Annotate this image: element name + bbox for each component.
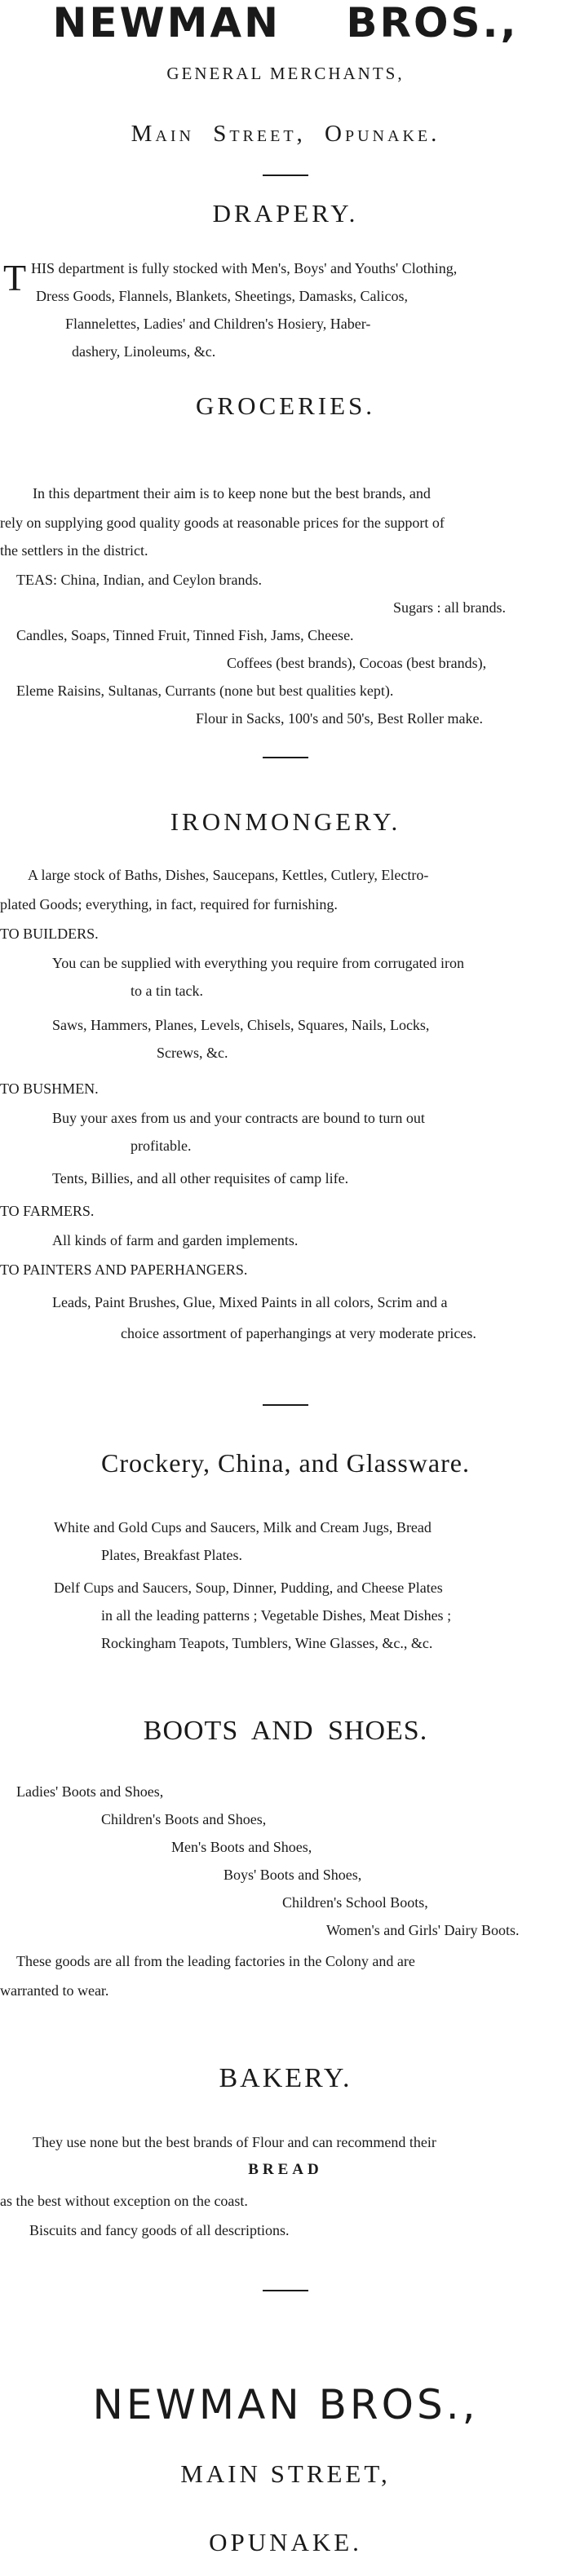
bushmen-label: TO BUSHMEN. xyxy=(0,1080,99,1097)
boots-item-5: Children's School Boots, xyxy=(282,1894,428,1911)
farmers-label: TO FARMERS. xyxy=(0,1203,95,1219)
bakery-line-1: They use none but the best brands of Flour and can recommend their xyxy=(33,2134,436,2150)
bushmen-line-2: profitable. xyxy=(131,1138,192,1154)
builders-line-3: Saws, Hammers, Planes, Levels, Chisels, Squares, Nails, Locks, xyxy=(52,1017,430,1033)
drapery-line-3: Flannelettes, Ladies' and Children's Hosiery, Haber- xyxy=(65,316,371,332)
drapery-line-1: HIS department is fully stocked with Men's, Boys' and Youths' Clothing, xyxy=(31,260,458,276)
painters-label: TO PAINTERS AND PAPERHANGERS. xyxy=(0,1261,248,1278)
footer-street: MAIN STREET, xyxy=(180,2459,391,2488)
groceries-sugars: Sugars : all brands. xyxy=(393,599,506,616)
groceries-teas: TEAS: China, Indian, and Ceylon brands. xyxy=(16,572,262,588)
crockery-line-2: Plates, Breakfast Plates. xyxy=(101,1547,242,1563)
builders-line-2: to a tin tack. xyxy=(131,983,203,999)
header-business-name: NEWMAN BROS., xyxy=(52,0,519,46)
groceries-heading: GROCERIES. xyxy=(196,391,375,420)
divider xyxy=(263,757,308,758)
divider xyxy=(263,1404,308,1406)
builders-line-1: You can be supplied with everything you require from corrugated iron xyxy=(52,955,465,971)
header-address: Main Street, Opunake. xyxy=(131,121,440,147)
crockery-line-1: White and Gold Cups and Saucers, Milk and Cream Jugs, Bread xyxy=(54,1519,432,1535)
boots-item-4: Boys' Boots and Shoes, xyxy=(224,1867,362,1883)
boots-note-1: These goods are all from the leading factories in the Colony and are xyxy=(16,1953,415,1969)
boots-note-2: warranted to wear. xyxy=(0,1982,109,1999)
groceries-coffees: Coffees (best brands), Cocoas (best brands), xyxy=(227,655,487,671)
painters-line-2: choice assortment of paperhangings at very moderate prices. xyxy=(121,1325,476,1341)
builders-line-4: Screws, &c. xyxy=(157,1045,228,1061)
bakery-bread: BREAD xyxy=(248,2161,323,2178)
ironmongery-intro-2: plated Goods; everything, in fact, required for furnishing. xyxy=(0,896,338,912)
bushmen-line-1: Buy your axes from us and your contracts are bound to turn out xyxy=(52,1110,425,1126)
bushmen-line-3: Tents, Billies, and all other requisites of camp life. xyxy=(52,1170,349,1186)
ironmongery-intro-1: A large stock of Baths, Dishes, Saucepans, Kettles, Cutlery, Electro- xyxy=(28,867,429,883)
builders-label: TO BUILDERS. xyxy=(0,926,99,942)
boots-item-3: Men's Boots and Shoes, xyxy=(171,1839,312,1855)
divider xyxy=(263,175,308,176)
drapery-line-2: Dress Goods, Flannels, Blankets, Sheetings, Damasks, Calicos, xyxy=(36,288,408,304)
crockery-line-4: in all the leading patterns ; Vegetable Dishes, Meat Dishes ; xyxy=(101,1607,452,1624)
groceries-intro-1: In this department their aim is to keep none but the best brands, and xyxy=(33,485,431,502)
crockery-line-3: Delf Cups and Saucers, Soup, Dinner, Pudding, and Cheese Plates xyxy=(54,1580,443,1596)
boots-item-1: Ladies' Boots and Shoes, xyxy=(16,1783,164,1800)
painters-line-1: Leads, Paint Brushes, Glue, Mixed Paints in all colors, Scrim and a xyxy=(52,1294,448,1310)
crockery-line-5: Rockingham Teapots, Tumblers, Wine Glasses, &c., &c. xyxy=(101,1635,433,1651)
footer-business-name: NEWMAN BROS., xyxy=(92,2381,479,2428)
drapery-dropcap: T xyxy=(3,257,27,298)
bakery-line-2: as the best without exception on the coast. xyxy=(0,2193,248,2209)
boots-item-2: Children's Boots and Shoes, xyxy=(101,1811,267,1827)
bakery-heading: BAKERY. xyxy=(219,2063,352,2093)
ironmongery-heading: IRONMONGERY. xyxy=(170,807,401,836)
boots-item-6: Women's and Girls' Dairy Boots. xyxy=(326,1922,520,1938)
groceries-intro-2: rely on supplying good quality goods at reasonable prices for the support of xyxy=(0,515,445,531)
groceries-eleme: Eleme Raisins, Sultanas, Currants (none but best qualities kept). xyxy=(16,683,394,699)
crockery-heading: Crockery, China, and Glassware. xyxy=(101,1448,470,1478)
groceries-flour: Flour in Sacks, 100's and 50's, Best Roller make. xyxy=(196,710,483,727)
farmers-line: All kinds of farm and garden implements. xyxy=(52,1232,299,1248)
groceries-candles: Candles, Soaps, Tinned Fruit, Tinned Fish, Jams, Cheese. xyxy=(16,627,354,643)
drapery-line-4: dashery, Linoleums, &c. xyxy=(72,343,216,360)
footer-town: OPUNAKE. xyxy=(209,2528,362,2556)
bakery-line-3: Biscuits and fancy goods of all descriptions. xyxy=(29,2222,290,2238)
drapery-heading: DRAPERY. xyxy=(212,199,359,228)
groceries-intro-3: the settlers in the district. xyxy=(0,542,148,559)
header-subtitle: GENERAL MERCHANTS, xyxy=(166,64,405,83)
divider xyxy=(263,2290,308,2291)
boots-heading: BOOTS AND SHOES. xyxy=(143,1716,428,1746)
